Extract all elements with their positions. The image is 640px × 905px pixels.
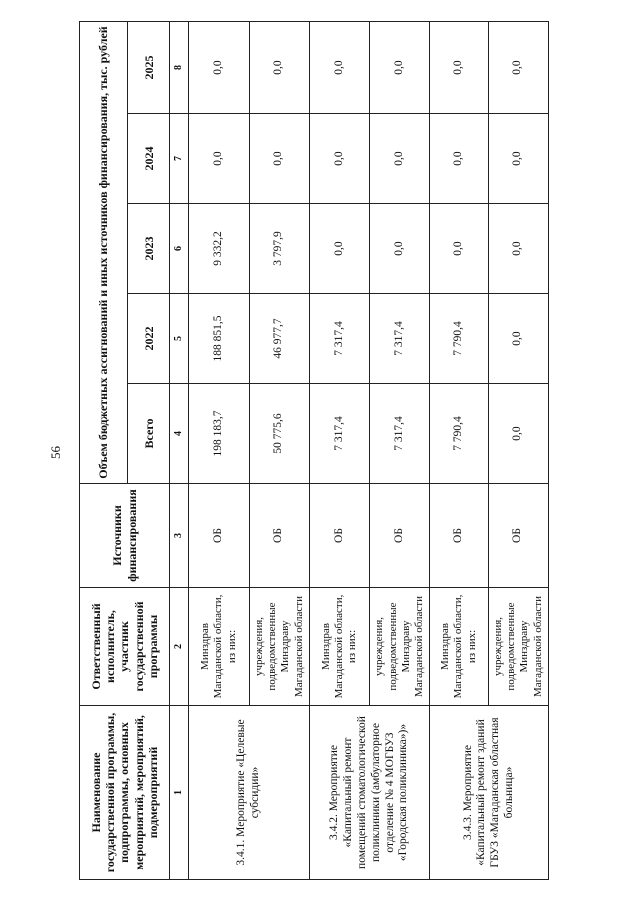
header-sources: Источники финансирования	[80, 484, 170, 588]
year-value-cell: 0,0	[488, 114, 548, 204]
executor-cell: учреждения, подведомственные Минздраву Магаданской области	[249, 588, 309, 706]
year-value-cell: 7 317,4	[309, 294, 369, 384]
header-volume: Объем бюджетных ассигнований и иных источников финансирования, тыс. рублей	[80, 21, 128, 483]
source-cell: ОБ	[309, 484, 369, 588]
source-cell: ОБ	[189, 484, 249, 588]
year-value-cell: 0,0	[249, 21, 309, 113]
header-total: Всего	[128, 384, 170, 484]
activity-name: 3.4.3. Мероприятие «Капитальный ремонт зданий ГБУЗ «Магаданская областная больница»	[430, 706, 549, 880]
year-value-cell: 9 332,2	[189, 204, 249, 294]
header-year: 2024	[128, 114, 170, 204]
year-value-cell: 3 797,9	[249, 204, 309, 294]
year-value-cell: 0,0	[309, 204, 369, 294]
year-value-cell: 0,0	[189, 114, 249, 204]
source-cell: ОБ	[249, 484, 309, 588]
column-number: 2	[170, 588, 189, 706]
year-value-cell: 188 851,5	[189, 294, 249, 384]
column-number: 7	[170, 114, 189, 204]
year-value-cell: 0,0	[249, 114, 309, 204]
column-number: 4	[170, 384, 189, 484]
total-cell: 198 183,7	[189, 384, 249, 484]
year-value-cell: 0,0	[370, 114, 430, 204]
page-number: 56	[48, 446, 63, 459]
year-value-cell: 0,0	[309, 21, 369, 113]
year-value-cell: 0,0	[370, 21, 430, 113]
column-number: 6	[170, 204, 189, 294]
executor-cell: Минздрав Магаданской области, из них:	[430, 588, 488, 706]
source-cell: ОБ	[370, 484, 430, 588]
executor-cell: Минздрав Магаданской области, из них:	[189, 588, 249, 706]
executor-cell: учреждения, подведомственные Минздраву Магаданской области	[370, 588, 430, 706]
table-row	[189, 21, 249, 879]
header-year: 2023	[128, 204, 170, 294]
year-value-cell: 7 317,4	[370, 294, 430, 384]
column-number: 1	[170, 706, 189, 880]
year-value-cell: 0,0	[430, 21, 488, 113]
year-value-cell: 0,0	[430, 204, 488, 294]
activity-name: 3.4.1. Мероприятие «Целевые субсидии»	[189, 706, 310, 880]
year-value-cell: 46 977,7	[249, 294, 309, 384]
executor-cell: учреждения, подведомственные Минздраву Магаданской области	[488, 588, 548, 706]
column-number: 5	[170, 294, 189, 384]
total-cell: 7 317,4	[370, 384, 430, 484]
total-cell: 50 775,6	[249, 384, 309, 484]
column-number: 3	[170, 484, 189, 588]
year-value-cell: 0,0	[488, 21, 548, 113]
source-cell: ОБ	[488, 484, 548, 588]
year-value-cell: 0,0	[430, 114, 488, 204]
year-value-cell: 0,0	[189, 21, 249, 113]
table-row	[430, 21, 488, 879]
year-value-cell: 0,0	[309, 114, 369, 204]
year-value-cell: 0,0	[488, 204, 548, 294]
total-cell: 7 790,4	[430, 384, 488, 484]
column-number: 8	[170, 21, 189, 113]
year-value-cell: 0,0	[488, 294, 548, 384]
activity-name: 3.4.2. Мероприятие «Капитальный ремонт помещений стоматологической поликлиники (амбулаторное отделение № 4 МОГБУЗ «Городская поликлиника»)»	[309, 706, 430, 880]
source-cell: ОБ	[430, 484, 488, 588]
header-year: 2022	[128, 294, 170, 384]
header-year: 2025	[128, 21, 170, 113]
header-name: Наименование государственной программы, подпрограммы, основных мероприятий, мероприятий, подмероприятий	[80, 706, 170, 880]
table-row	[309, 21, 369, 879]
header-executor: Ответственный исполнитель, участник государственной программы	[80, 588, 170, 706]
total-cell: 7 317,4	[309, 384, 369, 484]
year-value-cell: 0,0	[370, 204, 430, 294]
total-cell: 0,0	[488, 384, 548, 484]
executor-cell: Минздрав Магаданской области, из них:	[309, 588, 369, 706]
financing-table	[79, 21, 549, 880]
year-value-cell: 7 790,4	[430, 294, 488, 384]
rotated-page	[79, 22, 549, 880]
